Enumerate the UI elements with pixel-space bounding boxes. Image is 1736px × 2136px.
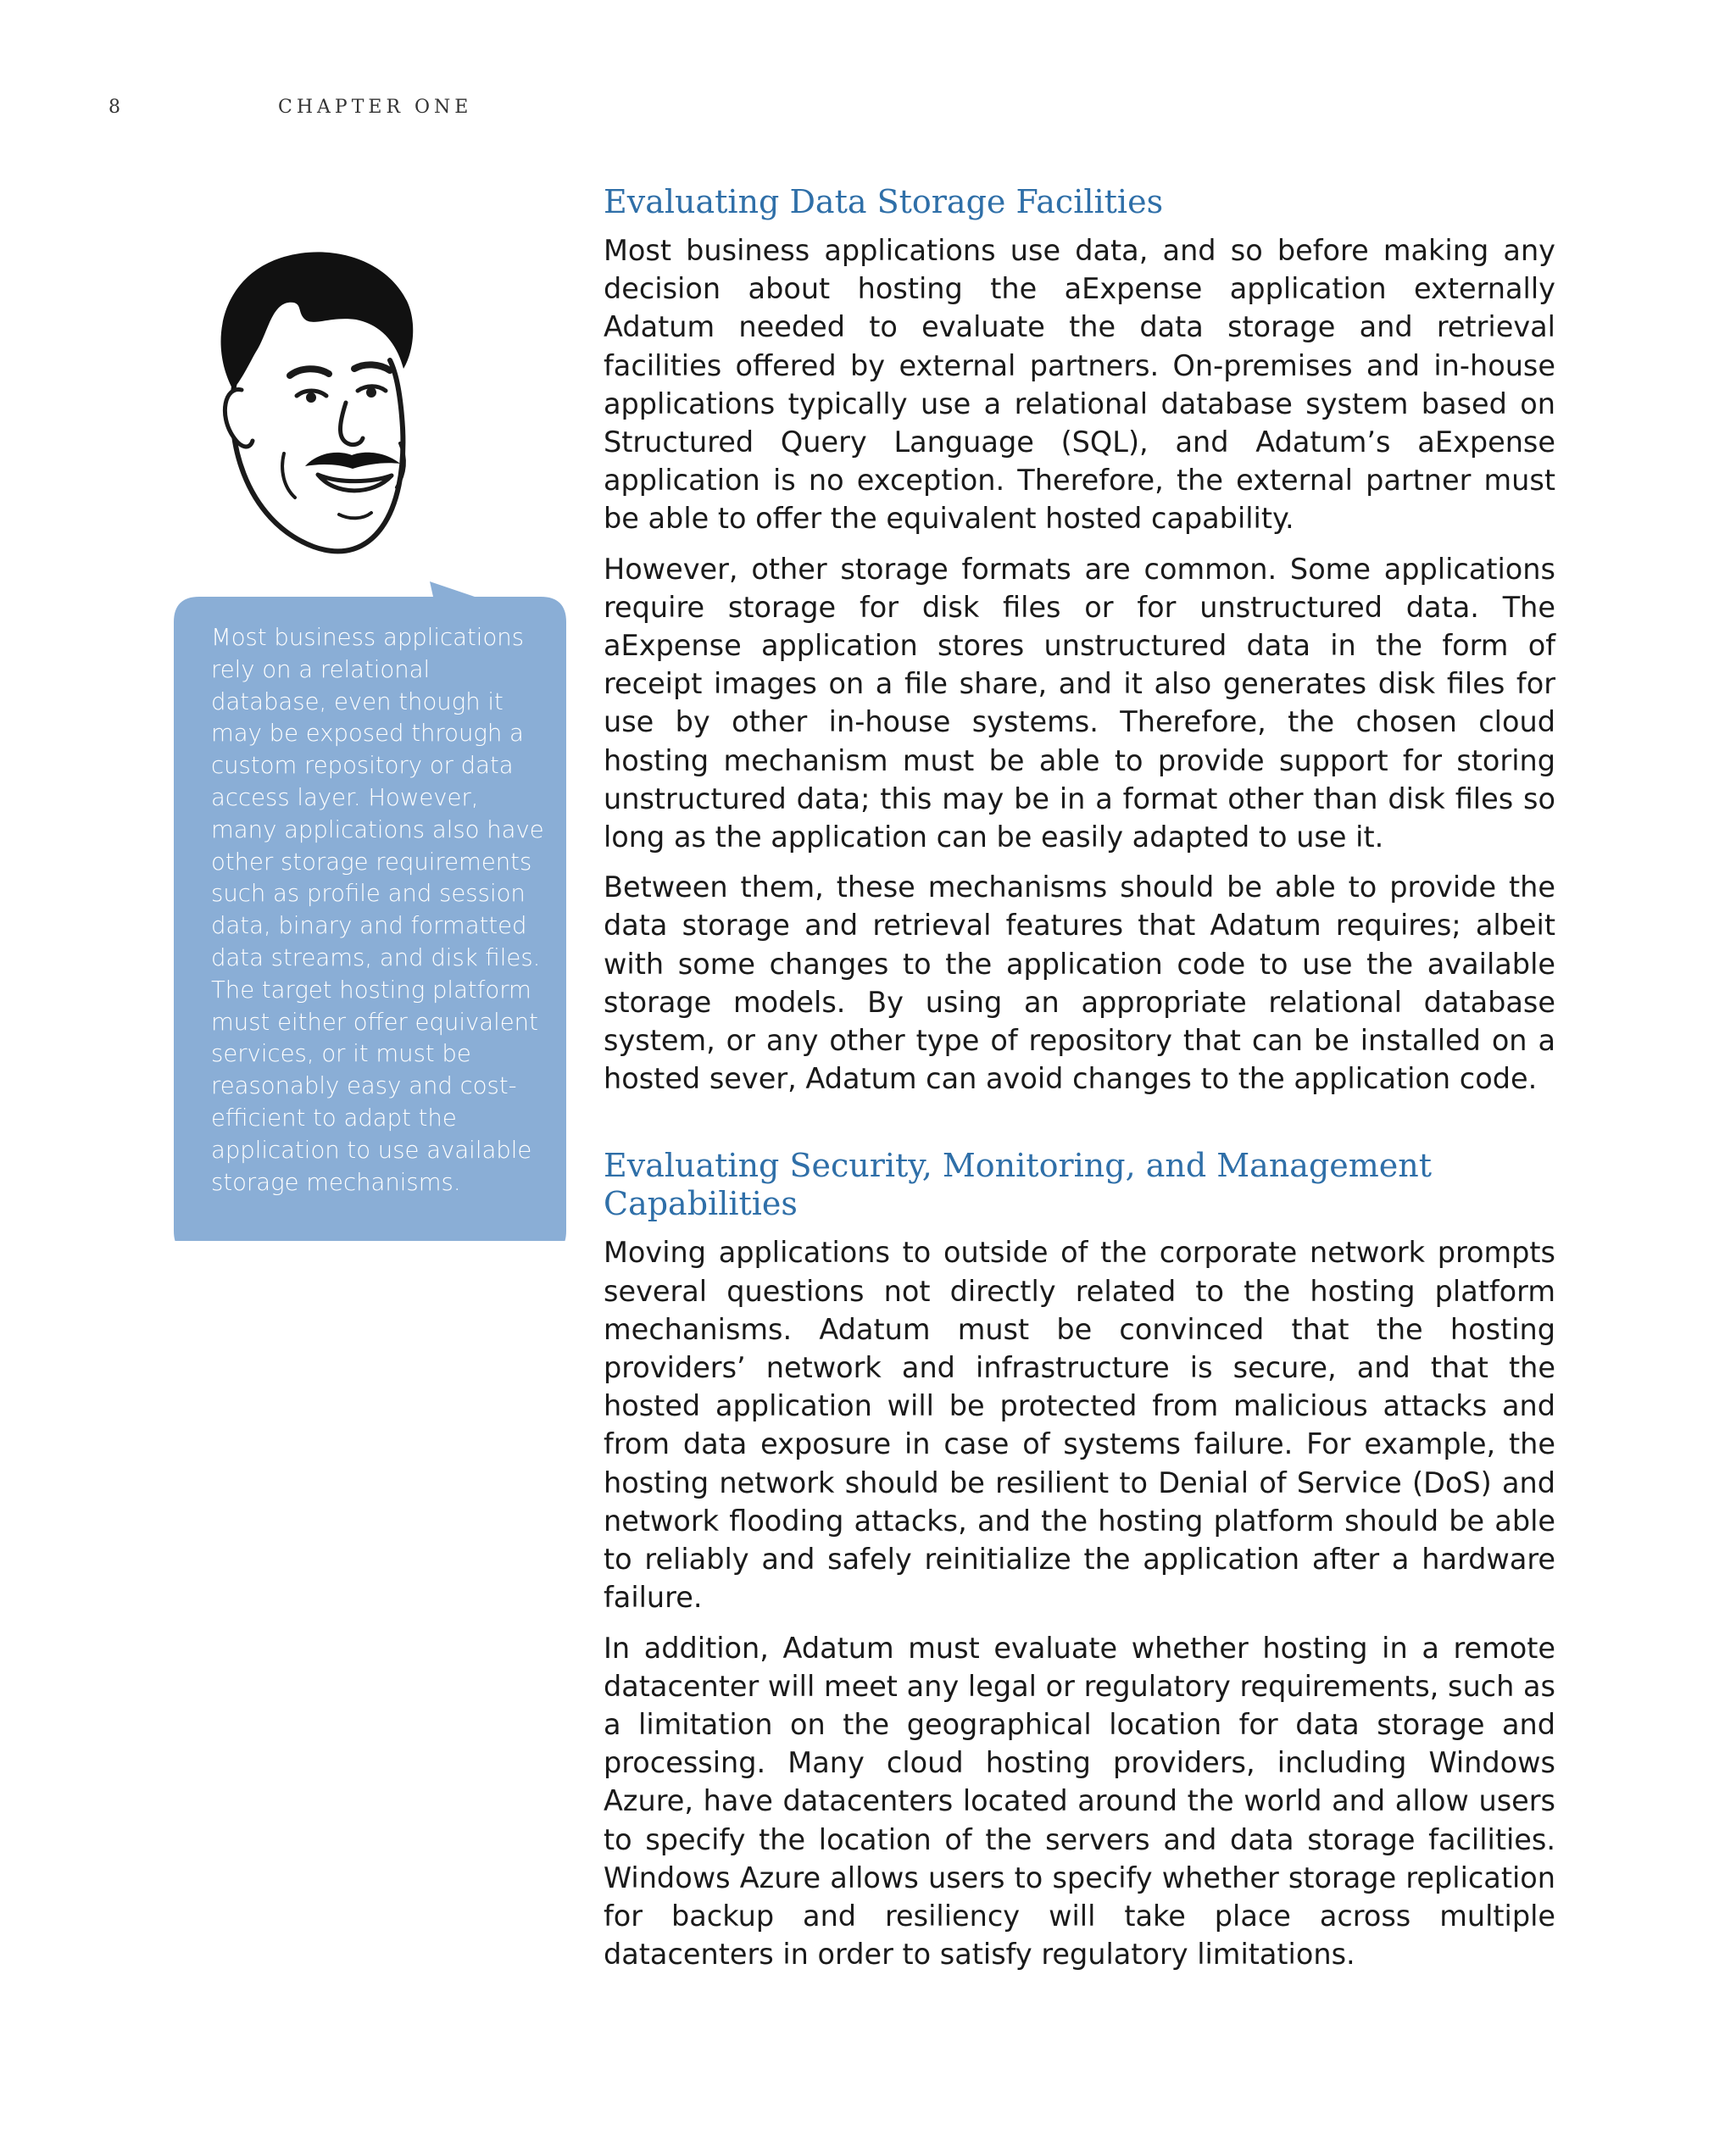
section-heading: Evaluating Security, Monitoring, and Management Capabilities xyxy=(604,1147,1433,1223)
paragraph: Moving applications to outside of the corporate network prompts several questions not directly related to the hosting platform mechanisms. Adatum must be convinced that the hosting providers’ network and infrastructure is secure, and that the hosted application will be protected from malicious attacks and from data exposure in case of systems failure. For example, the hosting network should be resilient to Denial of Service (DoS) and network flooding attacks, and the hosting platform should be able to reliably and safely reinitialize the application after a hardware failure. xyxy=(604,1236,1555,1615)
paragraph: However, other storage formats are common. Some applications require storage for disk files or for unstructured data. The aExpense application stores unstructured data in the form of receipt images on a file share, and it also generates disk files for use by other in-house systems. Therefore, the chosen cloud hosting mechanism must be able to provide support for storing unstructured data; this may be in a format other than disk files so long as the application can be easily adapted to use it. xyxy=(604,552,1555,854)
callout-text: Most business applications rely on a relational database, even though it may be exposed through a custom repository or data access layer. However, many applications also have other storage requirements such as profile and session data, binary and formatted data streams, and disk files. The target hosting platform must either offer equivalent services, or it must be reasonably easy and cost-efficient to adapt the application to use available storage mechanisms. xyxy=(211,624,544,1196)
chapter-label: CHAPTER ONE xyxy=(278,97,473,118)
main-content xyxy=(604,183,1555,1985)
section-heading: Evaluating Data Storage Facilities xyxy=(604,183,1164,220)
paragraph: In addition, Adatum must evaluate whether hosting in a remote datacenter will meet any legal or regulatory requirements, such as a limitation on the geographical location for data storage and processing. Many cloud hosting providers, including Windows Azure, have datacenters located around the world and allow users to specify the location of the servers and data storage facilities. Windows Azure allows users to specify whether storage replication for backup and resiliency will take place across multiple datacenters in order to satisfy regulatory limitations. xyxy=(604,1631,1555,1972)
page-number: 8 xyxy=(108,97,125,118)
running-head xyxy=(108,97,472,118)
paragraph: Between them, these mechanisms should be able to provide the data storage and retrieval features that Adatum requires; albeit with some changes to the application code to use the available storage models. By using an appropriate relational database system, or any other type of repository that can be installed on a hosted sever, Adatum can avoid changes to the application code. xyxy=(604,871,1555,1096)
paragraph: Most business applications use data, and so before making any decision about hosting the aExpense application externally Adatum needed to evaluate the data storage and retrieval facilities offered by external partners. On-premises and in-house applications typically use a relational database system based on Structured Query Language (SQL), and Adatum’s aExpense application is no exception. Therefore, the external partner must be able to offer the equivalent hosted capability. xyxy=(604,234,1555,536)
man-portrait-illustration xyxy=(203,242,432,564)
sidebar-callout xyxy=(174,581,566,1241)
